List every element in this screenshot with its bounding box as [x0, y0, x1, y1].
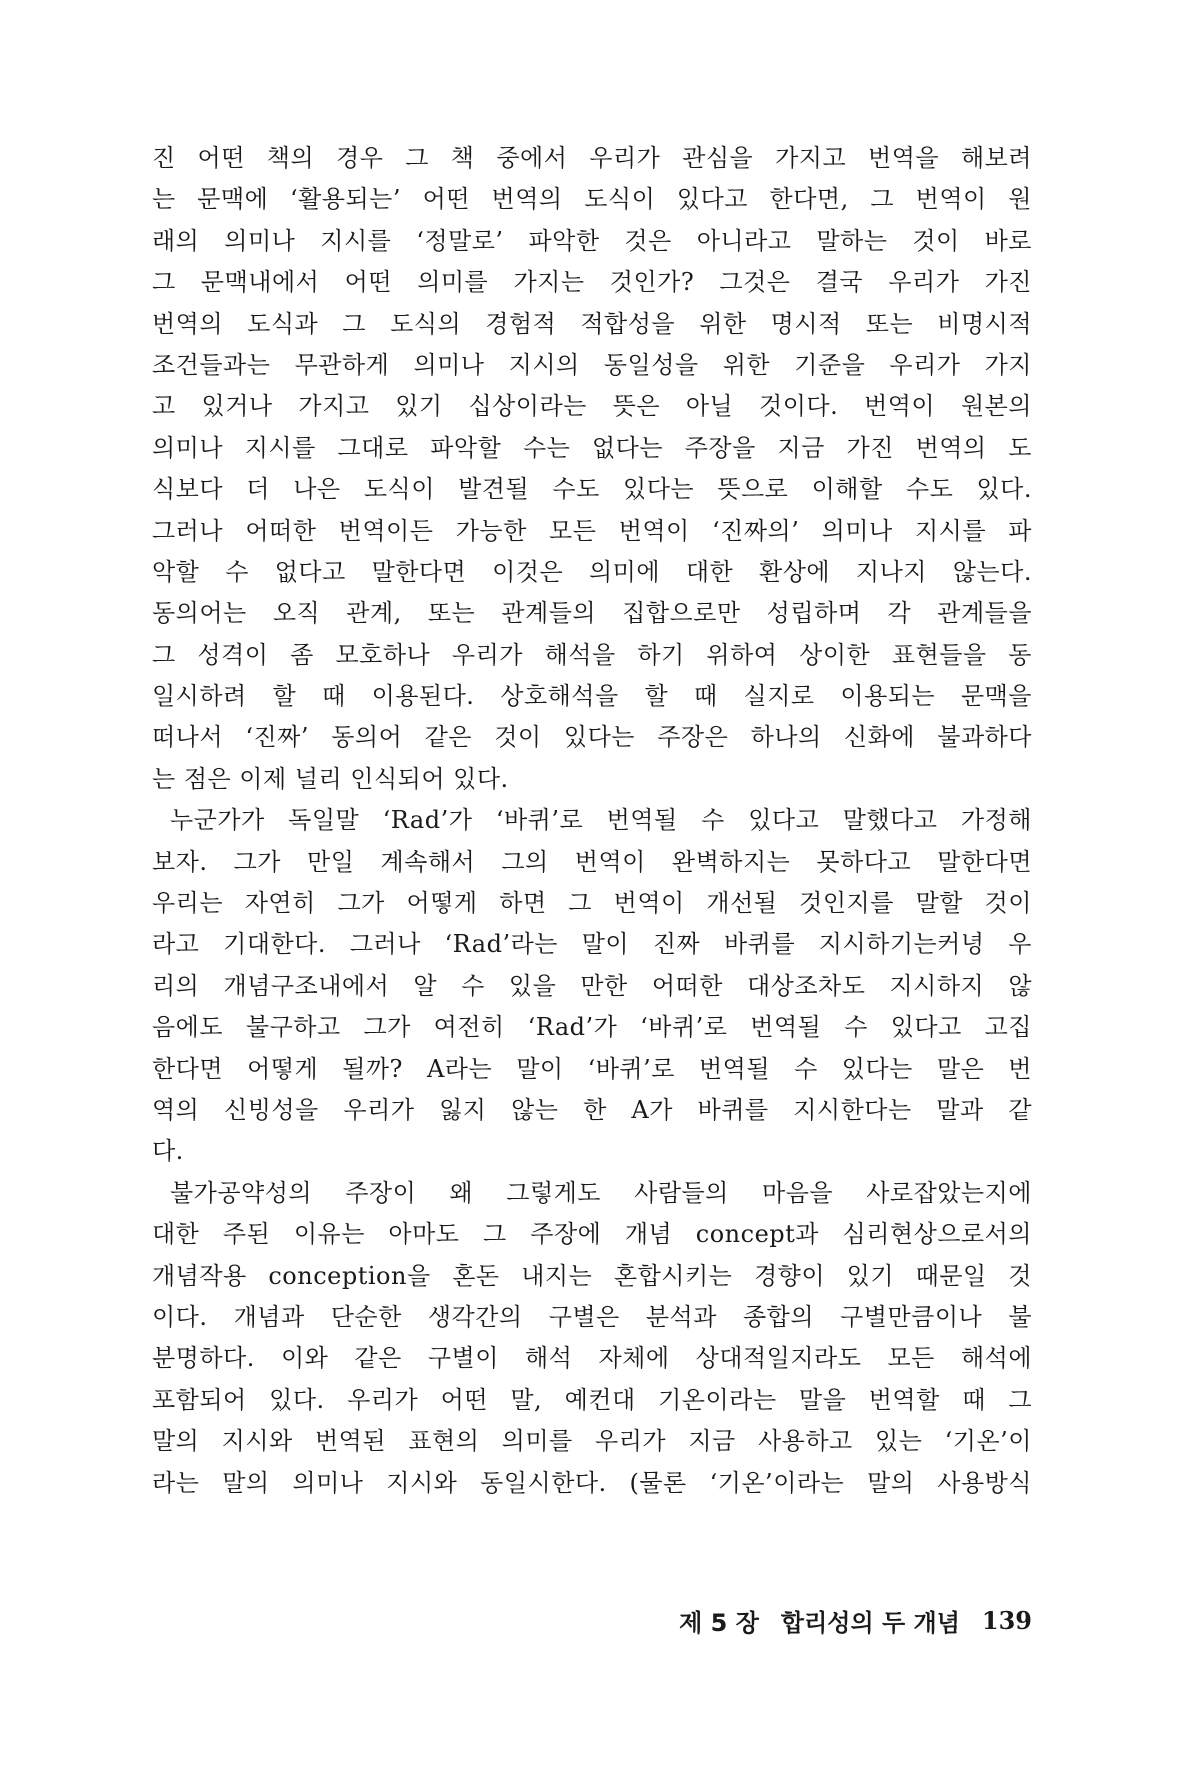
- text-line: 라는 말의 의미나 지시와 동일시한다. (물론 ‘기온’이라는 말의 사용방식: [152, 1468, 1032, 1497]
- text-line: 음에도 불구하고 그가 여전히 ‘Rad’가 ‘바퀴’로 번역될 수 있다고 고집: [152, 1013, 1032, 1042]
- text-line: 이다. 개념과 단순한 생각간의 구별은 분석과 종합의 구별만큼이나 불: [152, 1302, 1032, 1331]
- chapter-title: 합리성의 두 개념: [780, 1608, 960, 1637]
- text-line: 그러나 어떠한 번역이든 가능한 모든 번역이 ‘진짜의’ 의미나 지시를 파: [152, 516, 1032, 545]
- text-line: 누군가가 독일말 ‘Rad’가 ‘바퀴’로 번역될 수 있다고 말했다고 가정해: [170, 806, 1032, 835]
- text-line: 일시하려 할 때 이용된다. 상호해석을 할 때 실지로 이용되는 문맥을: [152, 682, 1032, 711]
- chapter-label: 제 5 장: [679, 1608, 759, 1637]
- text-line: 포함되어 있다. 우리가 어떤 말, 예컨대 기온이라는 말을 번역할 때 그: [152, 1385, 1032, 1414]
- text-line: 다.: [152, 1137, 184, 1166]
- text-line: 번역의 도식과 그 도식의 경험적 적합성을 위한 명시적 또는 비명시적: [152, 309, 1032, 338]
- text-line: 그 문맥내에서 어떤 의미를 가지는 것인가? 그것은 결국 우리가 가진: [152, 268, 1032, 297]
- page-footer: [640, 1600, 1032, 1640]
- text-line: 개념작용 conception을 혼돈 내지는 혼합시키는 경향이 있기 때문일 것: [152, 1261, 1032, 1290]
- text-line: 불가공약성의 주장이 왜 그렇게도 사람들의 마음을 사로잡았는지에: [170, 1178, 1032, 1207]
- text-line: 래의 의미나 지시를 ‘정말로’ 파악한 것은 아니라고 말하는 것이 바로: [152, 226, 1032, 255]
- text-line: 보자. 그가 만일 계속해서 그의 번역이 완벽하지는 못하다고 말한다면: [152, 847, 1032, 876]
- text-line: 는 문맥에 ‘활용되는’ 어떤 번역의 도식이 있다고 한다면, 그 번역이 원: [152, 185, 1032, 214]
- body-text: [152, 138, 1032, 1504]
- text-line: 한다면 어떻게 될까? A라는 말이 ‘바퀴’로 번역될 수 있다는 말은 번: [152, 1054, 1032, 1083]
- text-line: 분명하다. 이와 같은 구별이 해석 자체에 상대적일지라도 모든 해석에: [152, 1344, 1032, 1373]
- text-line: 역의 신빙성을 우리가 잃지 않는 한 A가 바퀴를 지시한다는 말과 같: [152, 1095, 1032, 1124]
- text-line: 고 있거나 가지고 있기 십상이라는 뜻은 아닐 것이다. 번역이 원본의: [152, 392, 1032, 421]
- page-number: 139: [981, 1605, 1032, 1635]
- paragraph-1: [152, 138, 1032, 800]
- text-line: 의미나 지시를 그대로 파악할 수는 없다는 주장을 지금 가진 번역의 도: [152, 433, 1032, 462]
- text-line: 악할 수 없다고 말한다면 이것은 의미에 대한 환상에 지나지 않는다.: [152, 557, 1032, 586]
- text-line: 우리는 자연히 그가 어떻게 하면 그 번역이 개선될 것인지를 말할 것이: [152, 889, 1032, 918]
- text-line: 말의 지시와 번역된 표현의 의미를 우리가 지금 사용하고 있는 ‘기온’이: [152, 1427, 1032, 1456]
- text-line: 진 어떤 책의 경우 그 책 중에서 우리가 관심을 가지고 번역을 해보려: [152, 144, 1032, 172]
- paragraph-3: [152, 1173, 1032, 1504]
- text-line: 떠나서 ‘진짜’ 동의어 같은 것이 있다는 주장은 하나의 신화에 불과하다: [152, 723, 1032, 752]
- paragraph-2: [152, 800, 1032, 1173]
- text-line: 동의어는 오직 관계, 또는 관계들의 집합으로만 성립하며 각 관계들을: [152, 599, 1032, 628]
- text-line: 식보다 더 나은 도식이 발견될 수도 있다는 뜻으로 이해할 수도 있다.: [152, 475, 1032, 504]
- text-line: 대한 주된 이유는 아마도 그 주장에 개념 concept과 심리현상으로서의: [152, 1220, 1032, 1249]
- text-line: 는 점은 이제 널리 인식되어 있다.: [152, 764, 509, 793]
- text-line: 라고 기대한다. 그러나 ‘Rad’라는 말이 진짜 바퀴를 지시하기는커녕 우: [152, 930, 1032, 959]
- text-line: 리의 개념구조내에서 알 수 있을 만한 어떠한 대상조차도 지시하지 않: [152, 971, 1032, 1000]
- text-line: 조건들과는 무관하게 의미나 지시의 동일성을 위한 기준을 우리가 가지: [152, 350, 1032, 379]
- text-line: 그 성격이 좀 모호하나 우리가 해석을 하기 위하여 상이한 표현들을 동: [152, 640, 1032, 669]
